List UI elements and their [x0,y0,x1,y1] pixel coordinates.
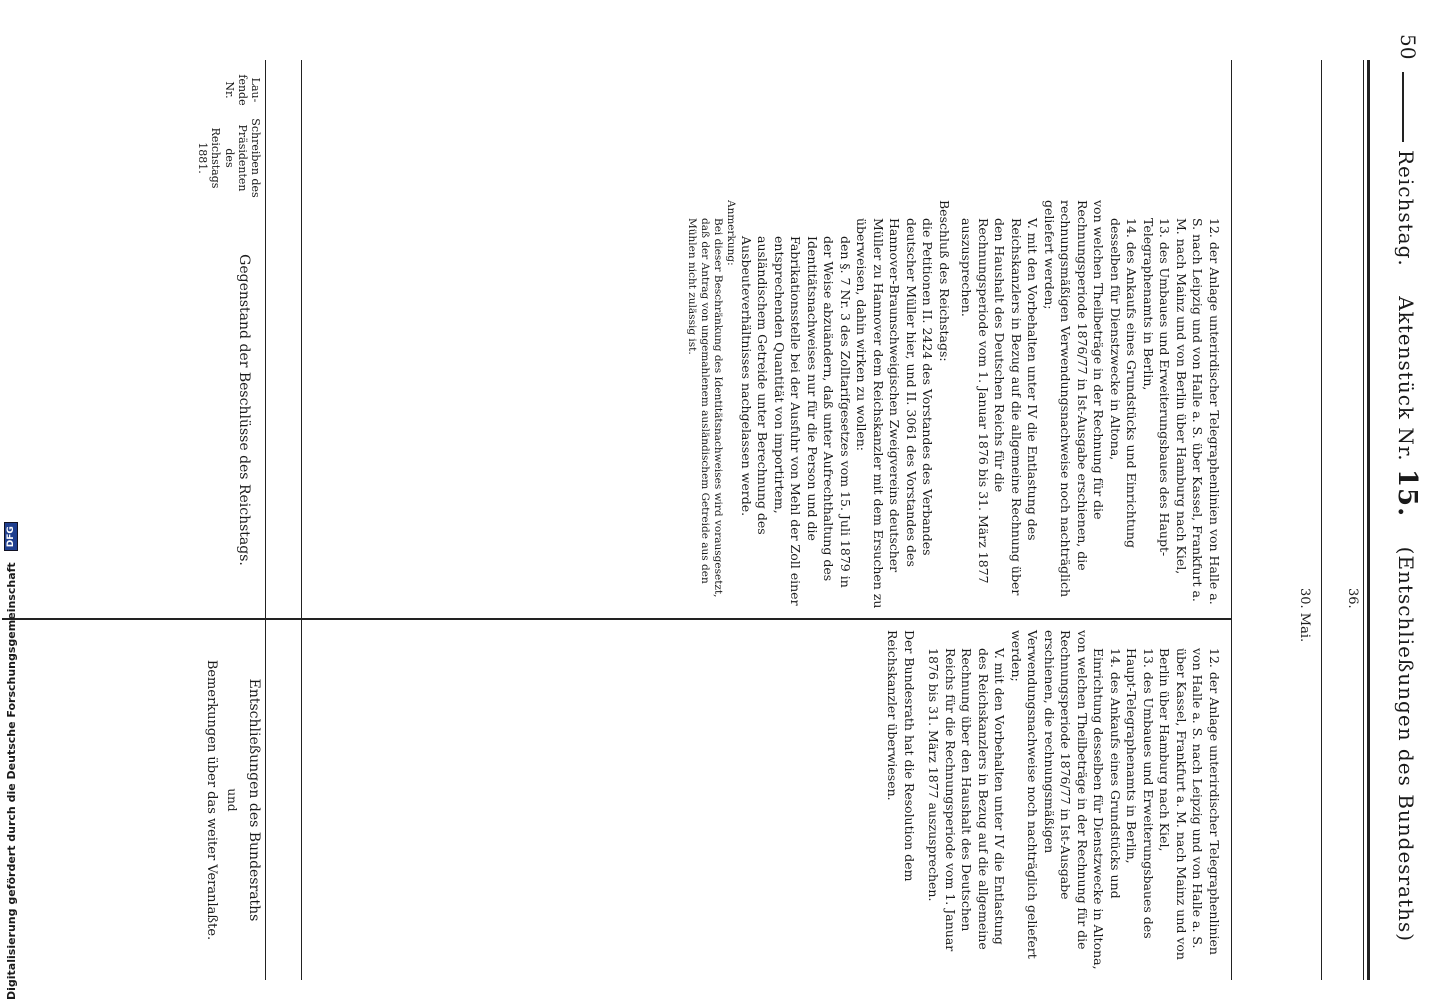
subject-note-text: Bei dieser Beschränkung des Identitätsnachweises wird vorausgesetzt, daß der Antrag von ungemahlenem ausländischem Getreide aus den Mühlen nicht zulässig ist. [686,218,725,598]
col-header-subject: Gegenstand der Beschlüsse des Reichstags. [236,254,252,566]
decision-item-13: 13. des Umbaues und Erweiterungsbaues des Haupt-Telegraphenamts in Berlin, [1124,648,1156,939]
running-head-label: Aktenstück Nr. [1394,296,1418,462]
row-number: 36. [1345,588,1360,609]
table-top-rule [1367,60,1370,980]
funding-note: Digitalisierung gefördert durch die Deutsche Forschungsgemeinschaft [5,562,18,1000]
col-header-decisions-line2: und [225,788,240,812]
funding-footer [0,526,18,1000]
col-header-number: Lau-fende Nr. [222,74,262,106]
page-number: 50 [1396,34,1420,60]
decisions-column [884,630,1222,970]
decision-resolution: Der Bundesrath hat die Resolution dem Reichskanzler überwiesen. [885,630,917,882]
column-header-bottom [265,60,266,980]
col-header-decisions [203,640,262,960]
subject-partial-amounts: von welchen Theilbeträge in der Rechnung für die Rechnungsperiode 1876/77 in Ist-Ausgabe erschienen, die rechnungsmäßigen Verwendungsnachweise noch nachträglich geliefert werden; [1042,200,1107,598]
table-top-rule-thin [1363,60,1364,980]
decision-partial-amounts: von welchen Theilbeträge in der Rechnung für die Rechnungsperiode 1876/77 in Ist-Ausgabe erschienen, die rechnungsmäßigen Verwendungsnachweise noch nachträglich geliefert werden; [1009,630,1090,959]
running-head-suffix: (Entschließungen des Bundesraths) [1394,546,1418,943]
col-separator-2 [1231,60,1232,980]
subject-resolution-heading: Beschluß des Reichstags: [937,200,952,362]
subject-item-14: 14. des Ankaufs eines Grundstücks und Einrichtung desselben für Dienstzwecke in Altona, [1108,218,1140,548]
header-row-separator [301,60,302,980]
running-head-prefix: Reichstag. [1394,150,1418,267]
subject-item-13: 13. des Umbaues und Erweiterungsbaues des Haupt-Telegraphenamts in Berlin, [1141,218,1173,557]
running-head [1392,150,1422,990]
running-head-number: 15. [1392,468,1422,518]
col-separator-1 [1321,60,1322,980]
decision-item-14: 14. des Ankaufs eines Grundstücks und Einrichtung desselben für Dienstzwecke in Altona, [1091,648,1123,970]
decision-item-12: 12. der Anlage unterirdischer Telegraphenlinien von Halle a. S. nach Leipzig und von Halle a. S. über Kassel, Frankfurt a. M. nach Mainz und von Berlin über Hamburg nach Kiel, [1157,648,1222,960]
col-header-letter: Schreiben des Präsidenten des Reichstags 1881. [196,118,262,198]
col-header-decisions-line1: Entschließungen des Bundesraths [246,678,262,922]
subject-column [686,200,1223,610]
decision-item-v: V. mit den Vorbehalten unter IV die Entlastung des Reichskanzlers in Bezug auf die allgemeine Rechnung über den Haushalt des Deutschen Reichs für die Rechnungsperiode vom 1. Januar 1876 bis 31. März 1877 auszusprechen. [926,648,1008,952]
dfg-logo: DFG [4,522,18,551]
subject-note-heading: Anmerkung: [725,200,738,266]
subject-item-12: 12. der Anlage unterirdischer Telegraphenlinien von Halle a. S. nach Leipzig und von Halle a. S. über Kassel, Frankfurt a. M. nach Mainz und von Berlin über Hamburg nach Kiel, [1174,218,1222,605]
subject-petitions: die Petitionen II. 2424 des Vorstandes des Verbandes deutscher Müller hier, und II. 3061 des Vorstandes des Hannover-Braunschweigischen Zweigvereins deutscher Müller zu Hannover dem Reichskanzler mit dem Ersuchen zu überweisen, dahin wirken zu wollen: [854,218,936,609]
subject-item-v: V. mit den Vorbehalten unter IV die Entlastung des Reichskanzlers in Bezug auf die allgemeine Rechnung über den Haushalt des Deutschen Reichs für die Rechnungsperiode vom 1. Januar 1876 bis 31. März 1877 auszusprechen. [959,218,1041,596]
running-head-rule [1402,72,1404,142]
row-date: 30. Mai. [1297,588,1312,643]
col-header-decisions-line3: Bemerkungen über das weiter Veranlaßte. [203,659,219,941]
col-separator-3 [2,618,1232,620]
subject-tariff-request: den §. 7 Nr. 3 des Zolltarifgesetzes vom 15. Juli 1879 in der Weise abzuändern, daß unter Aufrechthaltung des Identitätsnachweises nur für die Person und die Fabrikationsstelle bei der Ausfuhr von Mehl der Zoll einer entsprechenden Quantität von importirtem, ausländischem Getreide unter Berechnung des Ausbeuteverhältnisses nachgelassen werde. [739,236,853,606]
